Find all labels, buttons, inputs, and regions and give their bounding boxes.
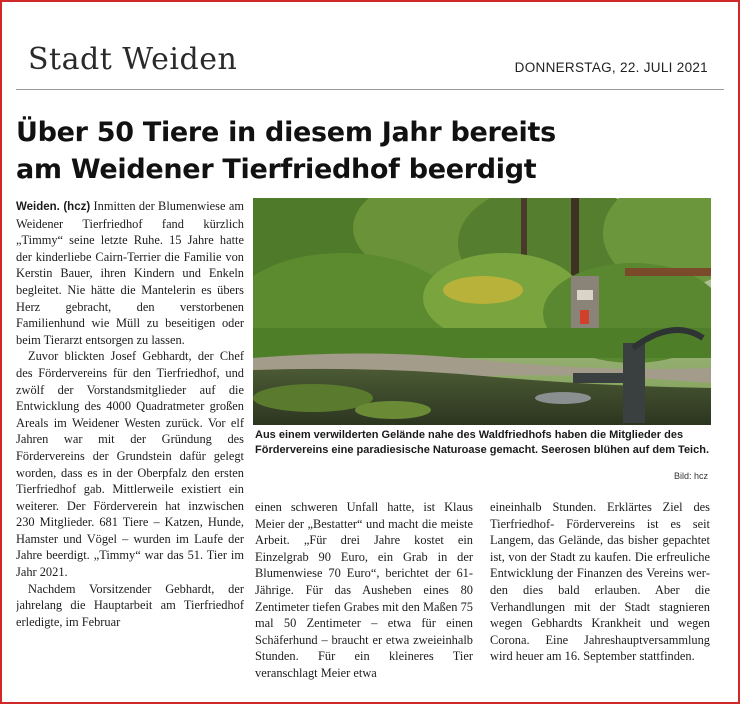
- garden-pond-photo: [253, 198, 711, 425]
- headline-line-2: am Weidener Tierfriedhof beerdigt: [16, 154, 537, 185]
- paragraph-3: Nachdem Vorsitzender Gebhardt, der jahrelang die Hauptarbeit am Tierfriedhof erledigte, im Februar: [16, 581, 244, 629]
- dateline: Weiden. (hcz): [16, 201, 91, 213]
- issue-date: DONNERSTAG, 22. JULI 2021: [514, 60, 708, 75]
- article-column-1: [16, 198, 244, 693]
- column-2-text: einen schweren Unfall hatte, ist Klaus Meier der „Bestatter“ und macht die meiste Arbeit. „Für drei Jahre kostet ein Einzelgrab 90 Euro, ein Grab in der Blumenwiese 70 Euro“, berichtet der 61-Jährige. Für das Ausheben eines 80 Zentimeter tiefen Grabes mit den Maßen 75 mal 50 Zentimeter – etwa für einen Schäferhund – braucht er etwa zweieinhalb Stunden. Für ein kleineres Tier veranschlagt Meier etwa: [255, 500, 473, 680]
- header-rule: [16, 89, 724, 90]
- article-column-2: [255, 499, 473, 693]
- photo-caption: Aus einem verwilderten Gelände nahe des Waldfriedhofs haben die Mitglieder des Fördervereins eine paradiesische Naturoase gemacht. Seerosen blühen auf dem Teich.: [255, 429, 710, 456]
- photo-illustration: [253, 198, 711, 425]
- column-3-text: eineinhalb Stunden. Erklärtes Ziel des Tierfriedhof- Fördervereins ist es seit Langem, das Gelände, das bisher gepachtet ist, von der Stadt zu kaufen. Die erfreuliche Entwicklung der Finanzen des Vereins werden dies bald erlauben. Aber die Verhandlungen mit der Stadt stagnieren wegen Gebhardts Krankheit und wegen Corona. Eine Jahreshauptversammlung wird heuer am 16. September stattfinden.: [490, 500, 710, 664]
- headline-line-1: Über 50 Tiere in diesem Jahr bereits: [16, 117, 556, 148]
- photo-credit: Bild: hcz: [673, 471, 708, 481]
- article-headline: [16, 114, 716, 188]
- section-title: Stadt Weiden: [28, 42, 238, 77]
- article-column-3: [490, 499, 710, 693]
- paragraph-1: [16, 198, 244, 348]
- paragraph-1-text: Inmitten der Blumenwiese am Weidener Tierfriedhof fand kürzlich „Timmy“ seine letzte Ruhe. 15 Jahre hatte der kinderliebe Cairn-Terrier die Familie von Kerstin Bauer, ihren Kindern und Enkeln begleitet. Nie hätte die Mantelerin es übers Herz gebracht, den verstorbenen Familienhund wie Müll zu beseitigen oder beim Tierarzt entsorgen zu lassen.: [16, 199, 244, 347]
- paragraph-2: Zuvor blickten Josef Gebhardt, der Chef des Fördervereins für den Tierfriedhof, und zwölf der Vorstandsmitglieder auf die Entwicklung des 4000 Quadratmeter großen Areals im Weidener Westen zurück. Vor elf Jahren war mit der Gründung des Fördervereins der Grundstein dafür gelegt worden, dass es in der Oberpfalz den ersten Tierfriedhof gab. Mittlerweile existiert ein weiterer. Der Förderverein hat inzwischen 230 Mitglieder. 681 Tiere – Katzen, Hunde, Hamster und Vögel – wurden im Laufe der Jahre beerdigt. „Timmy“ war das 51. Tier im Jahr 2021.: [16, 349, 244, 580]
